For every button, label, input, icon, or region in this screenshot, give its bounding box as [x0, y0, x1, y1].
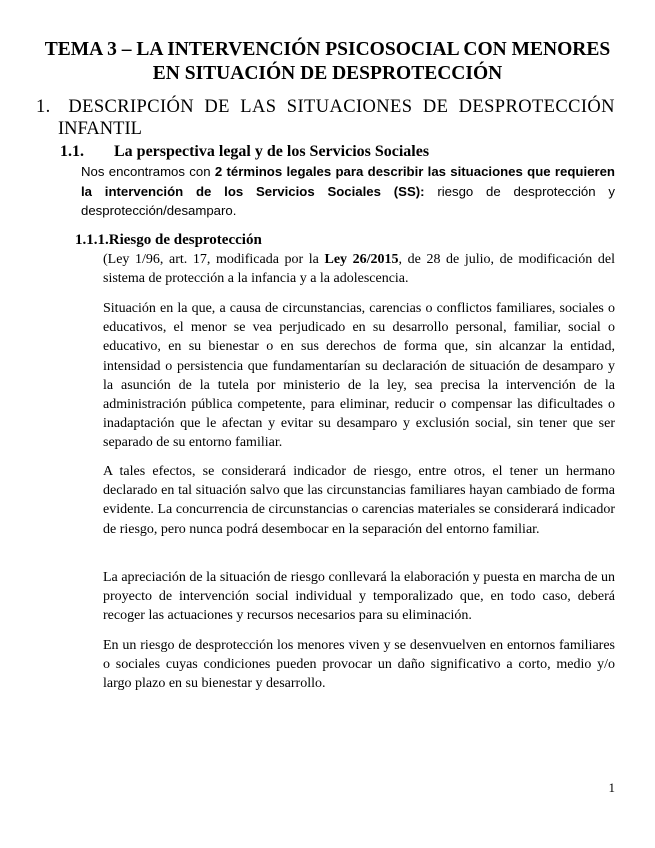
section-1-word: SITUACIONES	[286, 97, 413, 117]
section-1-word: DE	[204, 97, 230, 117]
section-1-word: DESPROTECCIÓN	[458, 97, 615, 117]
law-text-end: , de 28 de julio, de modificación del sistema de protección a la infancia y a la adolescencia.	[103, 252, 615, 287]
intro-text-end: riesgo de desprotección y desprotección/desamparo.	[81, 183, 615, 218]
section-1-1-heading	[60, 142, 429, 162]
section-1-word: DE	[422, 97, 449, 117]
section-1-1-1-heading	[75, 231, 262, 250]
page-number: 1	[608, 780, 615, 795]
section-1-word: LAS	[240, 97, 277, 117]
section-1-word: DESCRIPCIÓN	[68, 97, 195, 117]
law-reference-paragraph	[103, 250, 615, 288]
risk-conditions-paragraph: En un riesgo de desprotección los menores viven y se desenvuelven en entornos familiares o sociales cuyas condiciones pueden provocar un daño significativo a corto, medio y/o largo plazo en su bienestar y desarrollo.	[103, 638, 615, 692]
section-1-heading-line-2: INFANTIL	[58, 119, 142, 139]
law-bold-name: Ley 26/2015	[324, 252, 399, 267]
document-title	[40, 38, 615, 86]
law-text-start: (Ley 1/96, art. 17, modificada por la	[103, 252, 325, 267]
section-1-1-intro	[81, 162, 615, 221]
risk-assessment-paragraph: La apreciación de la situación de riesgo conllevará la elaboración y puesta en marcha de un proyecto de intervención social individual y temporalizado que, en todo caso, deberá recoger las actuaciones y recursos necesarios para su eliminación.	[103, 570, 615, 624]
section-1-heading	[36, 96, 615, 140]
risk-indicators-paragraph: A tales efectos, se considerará indicador de riesgo, entre otros, el tener un hermano declarado en tal situación salvo que las circunstancias familiares hayan cambiado de forma evidente. La concurrencia de circunstancias o carencias materiales se considerará indicador de riesgo, pero nunca podrá desembocar en la separación del entorno familiar.	[103, 464, 615, 537]
section-1-heading-line-1	[36, 96, 615, 118]
section-1-number: 1.	[36, 97, 51, 117]
intro-bold-text: 2 términos legales para describir las situaciones que requieren la intervención de los Servicios Sociales (SS):	[81, 164, 615, 199]
section-1-1-1-number: 1.1.1.	[75, 232, 109, 248]
section-1-1-title: La perspectiva legal y de los Servicios Sociales	[114, 143, 430, 160]
section-1-1-number: 1.1.	[60, 143, 84, 160]
situation-definition-paragraph: Situación en la que, a causa de circunstancias, carencias o conflictos familiares, sociales o educativos, el menor se vea perjudicado en su desarrollo personal, familiar, social o educativo, en su bienestar o en sus derechos de forma que, sin alcanzar la entidad, intensidad o persistencia que fundamentarían su declaración de situación de desamparo y la asunción de la tutela por ministerio de la ley, sea precisa la intervención de la administración pública competente, para eliminar, reducir o compensar las dificultades o inadaptación que le afectan y evitar su desamparo y exclusión social, sin tener que ser separado de su entorno familiar.	[103, 301, 615, 451]
title-line-1: TEMA 3 – LA INTERVENCIÓN PSICOSOCIAL CON MENORES	[44, 39, 611, 60]
title-line-2: EN SITUACIÓN DE DESPROTECCIÓN	[152, 63, 503, 84]
section-1-1-1-title: Riesgo de desprotección	[108, 232, 262, 248]
intro-text-start: Nos encontramos con	[81, 164, 215, 179]
